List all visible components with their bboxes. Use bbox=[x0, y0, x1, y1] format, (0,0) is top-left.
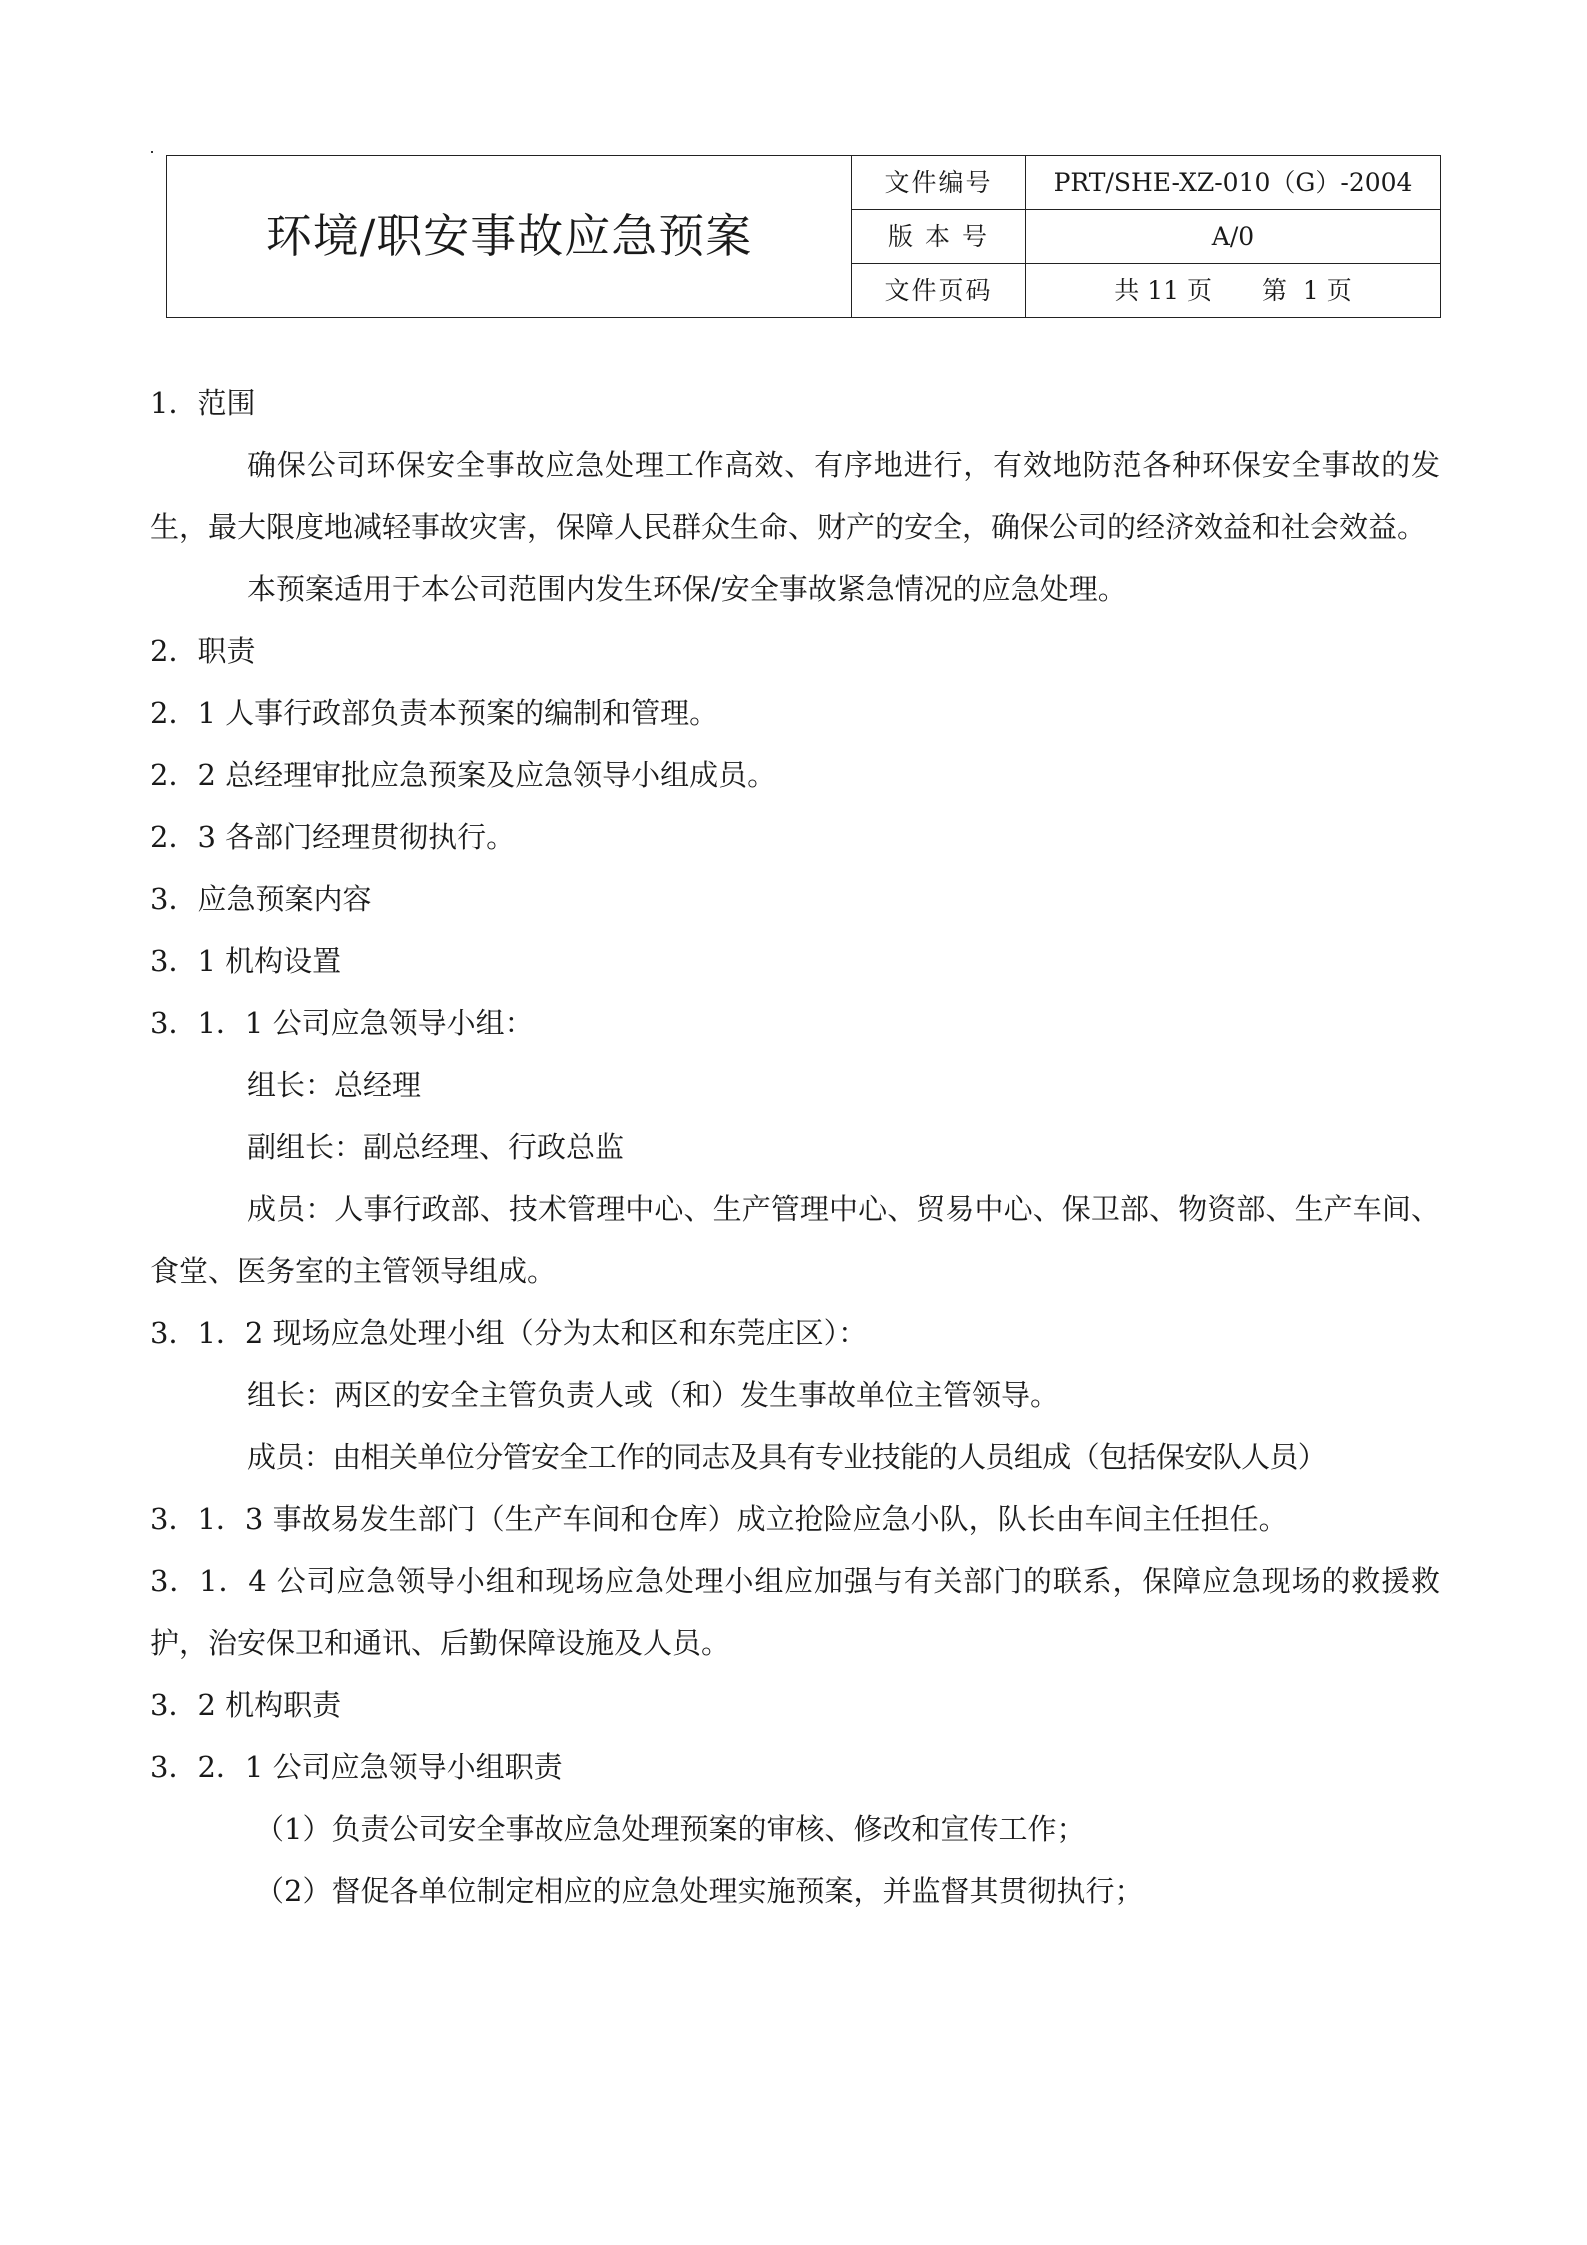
section-3-1-1-members: 成员：人事行政部、技术管理中心、生产管理中心、贸易中心、保卫部、物资部、生产车间、食堂、医务室的主管领导组成。 bbox=[150, 1192, 1440, 1288]
document-header-table bbox=[166, 155, 1441, 318]
section-3-1-2-leader: 组长：两区的安全主管负责人或（和）发生事故单位主管领导。 bbox=[247, 1378, 1060, 1412]
section-2-3: 2．3 各部门经理贯彻执行。 bbox=[150, 820, 516, 854]
section-3-1-4: 3．1．4 公司应急领导小组和现场应急处理小组应加强与有关部门的联系，保障应急现场的救援救护，治安保卫和通讯、后勤保障设施及人员。 bbox=[150, 1564, 1440, 1660]
section-3-2-1-item-2: （2）督促各单位制定相应的应急处理实施预案，并监督其贯彻执行； bbox=[255, 1874, 1144, 1908]
section-3-1-2-members: 成员：由相关单位分管安全工作的同志及具有专业技能的人员组成（包括保安队人员） bbox=[247, 1440, 1327, 1474]
document-body bbox=[150, 372, 1440, 1922]
section-3-2-1-item-1: （1）负责公司安全事故应急处理预案的审核、修改和宣传工作； bbox=[255, 1812, 1086, 1846]
section-3-1-3: 3．1．3 事故易发生部门（生产车间和仓库）成立抢险应急小队，队长由车间主任担任。 bbox=[150, 1502, 1288, 1536]
version-value: A/0 bbox=[1026, 210, 1441, 264]
section-2-2: 2．2 总经理审批应急预案及应急领导小组成员。 bbox=[150, 758, 777, 792]
section-1-paragraph-2: 本预案适用于本公司范围内发生环保/安全事故紧急情况的应急处理。 bbox=[247, 572, 1127, 606]
section-3-1-2: 3．1．2 现场应急处理小组（分为太和区和东莞庄区）： bbox=[150, 1316, 868, 1350]
version-label: 版 本 号 bbox=[852, 210, 1026, 264]
page-number-value: 共 11 页 第 1 页 bbox=[1026, 264, 1441, 318]
section-3-2: 3．2 机构职责 bbox=[150, 1688, 342, 1722]
section-3-heading: 3．应急预案内容 bbox=[150, 882, 372, 916]
document-title: 环境/职安事故应急预案 bbox=[167, 156, 852, 318]
section-3-2-1: 3．2．1 公司应急领导小组职责 bbox=[150, 1750, 563, 1784]
file-number-label: 文件编号 bbox=[852, 156, 1026, 210]
section-2-heading: 2．职责 bbox=[150, 634, 256, 668]
section-3-1-1: 3．1．1 公司应急领导小组： bbox=[150, 1006, 534, 1040]
section-1-heading: 1．范围 bbox=[150, 386, 256, 420]
section-2-1: 2．1 人事行政部负责本预案的编制和管理。 bbox=[150, 696, 719, 730]
section-3-1-1-deputy: 副组长：副总经理、行政总监 bbox=[247, 1130, 625, 1164]
section-1-paragraph-1: 确保公司环保安全事故应急处理工作高效、有序地进行，有效地防范各种环保安全事故的发生，最大限度地减轻事故灾害，保障人民群众生命、财产的安全，确保公司的经济效益和社会效益。 bbox=[150, 448, 1440, 544]
section-3-1: 3．1 机构设置 bbox=[150, 944, 342, 978]
scan-dot bbox=[151, 151, 153, 153]
file-number-value: PRT/SHE-XZ-010（G）-2004 bbox=[1026, 156, 1441, 210]
page-number-label: 文件页码 bbox=[852, 264, 1026, 318]
section-3-1-1-leader: 组长：总经理 bbox=[247, 1068, 422, 1102]
